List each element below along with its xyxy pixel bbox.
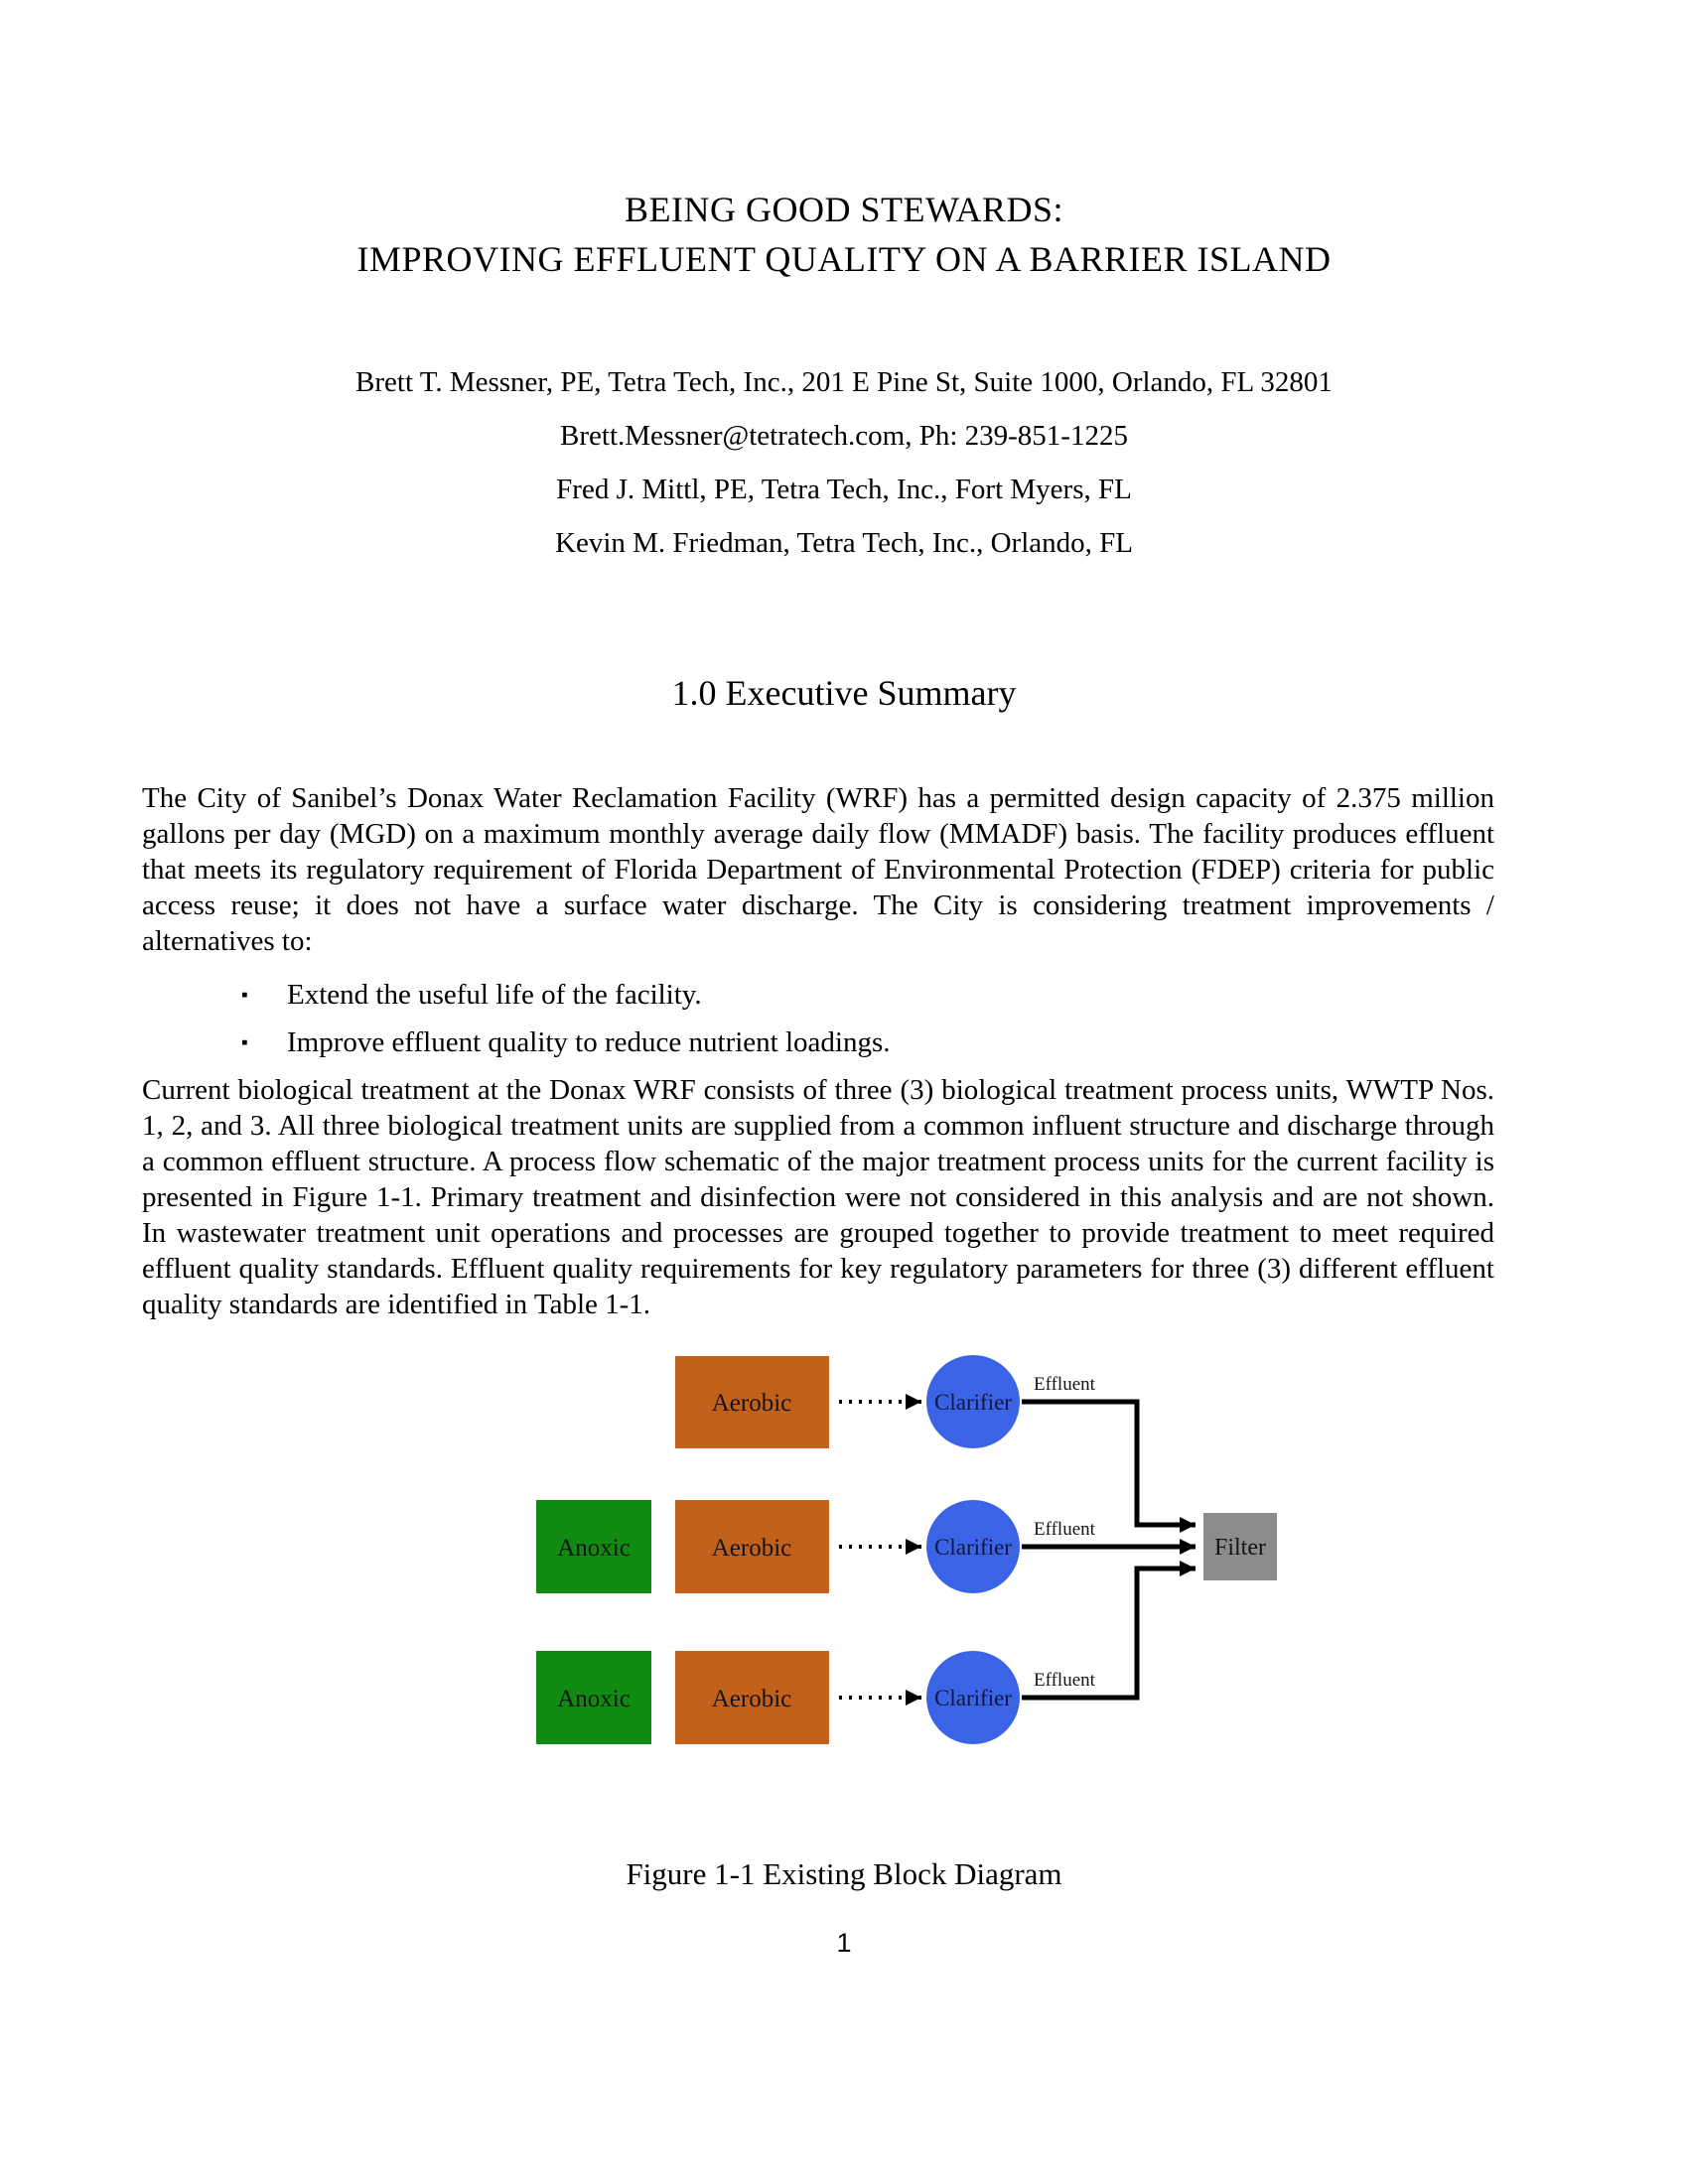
effluent-label: Effluent bbox=[1034, 1670, 1095, 1691]
list-item-text: Improve effluent quality to reduce nutrient loadings. bbox=[287, 1026, 891, 1058]
anoxic-label: Anoxic bbox=[557, 1535, 631, 1562]
paragraph-2: Current biological treatment at the Donax WRF consists of three (3) biological treatment process units, WWTP Nos. 1, 2, and 3. All three biological treatment units are supplied from a common influent structure and discharge through a common effluent structure. A process flow schematic of the major treatment process units for the current facility is presented in Figure 1-1. Primary treatment and disinfection were not considered in this analysis and are not shown. In wastewater treatment unit operations and processes are grouped together to provide treatment to meet required effluent quality standards. Effluent quality requirements for key regulatory parameters for three (3) different effluent quality standards are identified in Table 1-1. bbox=[142, 1074, 1494, 1320]
figure-caption: Figure 1-1 Existing Block Diagram bbox=[626, 1856, 1062, 1891]
existing-block-diagram bbox=[0, 1342, 1688, 1789]
paragraph-1: The City of Sanibel’s Donax Water Reclamation Facility (WRF) has a permitted design capacity of 2.375 million gallons per day (MGD) on a maximum monthly average daily flow (MMADF) basis. The facility produces effluent that meets its regulatory requirement of Florida Department of Environmental Protection (FDEP) criteria for public access reuse; it does not have a surface water discharge. The City is considering treatment improvements / alternatives to: bbox=[142, 782, 1494, 957]
section-heading: 1.0 Executive Summary bbox=[671, 673, 1017, 713]
paper-title-line1: BEING GOOD STEWARDS: bbox=[625, 190, 1063, 229]
square-bullet-icon: ▪ bbox=[241, 1032, 248, 1053]
author-line: Kevin M. Friedman, Tetra Tech, Inc., Orlando, FL bbox=[555, 527, 1133, 559]
paper-title-line2: IMPROVING EFFLUENT QUALITY ON A BARRIER ISLAND bbox=[356, 239, 1332, 279]
clarifier-label: Clarifier bbox=[934, 1535, 1012, 1560]
list-item-text: Extend the useful life of the facility. bbox=[287, 979, 702, 1011]
page-number: 1 bbox=[836, 1928, 852, 1958]
list-item bbox=[142, 977, 1494, 1014]
aerobic-label: Aerobic bbox=[711, 1686, 792, 1712]
effluent-label: Effluent bbox=[1034, 1519, 1095, 1540]
aerobic-label: Aerobic bbox=[711, 1535, 792, 1562]
aerobic-label: Aerobic bbox=[711, 1390, 792, 1417]
anoxic-label: Anoxic bbox=[557, 1686, 631, 1712]
filter-label: Filter bbox=[1214, 1535, 1266, 1561]
author-block bbox=[0, 355, 1688, 570]
paper-title bbox=[0, 0, 1688, 284]
author-line: Brett T. Messner, PE, Tetra Tech, Inc., 201 E Pine St, Suite 1000, Orlando, FL 32801 bbox=[355, 366, 1333, 398]
list-item bbox=[142, 1024, 1494, 1061]
author-contact-line: Brett.Messner@tetratech.com, Ph: 239-851-1225 bbox=[560, 420, 1128, 452]
bullet-list bbox=[142, 977, 1494, 1061]
body-column bbox=[142, 780, 1494, 1322]
clarifier-label: Clarifier bbox=[934, 1390, 1012, 1415]
author-line: Fred J. Mittl, PE, Tetra Tech, Inc., Fort Myers, FL bbox=[556, 474, 1132, 505]
figure-1-1 bbox=[0, 1342, 1688, 1789]
effluent-label: Effluent bbox=[1034, 1374, 1095, 1395]
clarifier-label: Clarifier bbox=[934, 1686, 1012, 1710]
effluent-line bbox=[1022, 1402, 1196, 1525]
square-bullet-icon: ▪ bbox=[241, 985, 248, 1006]
